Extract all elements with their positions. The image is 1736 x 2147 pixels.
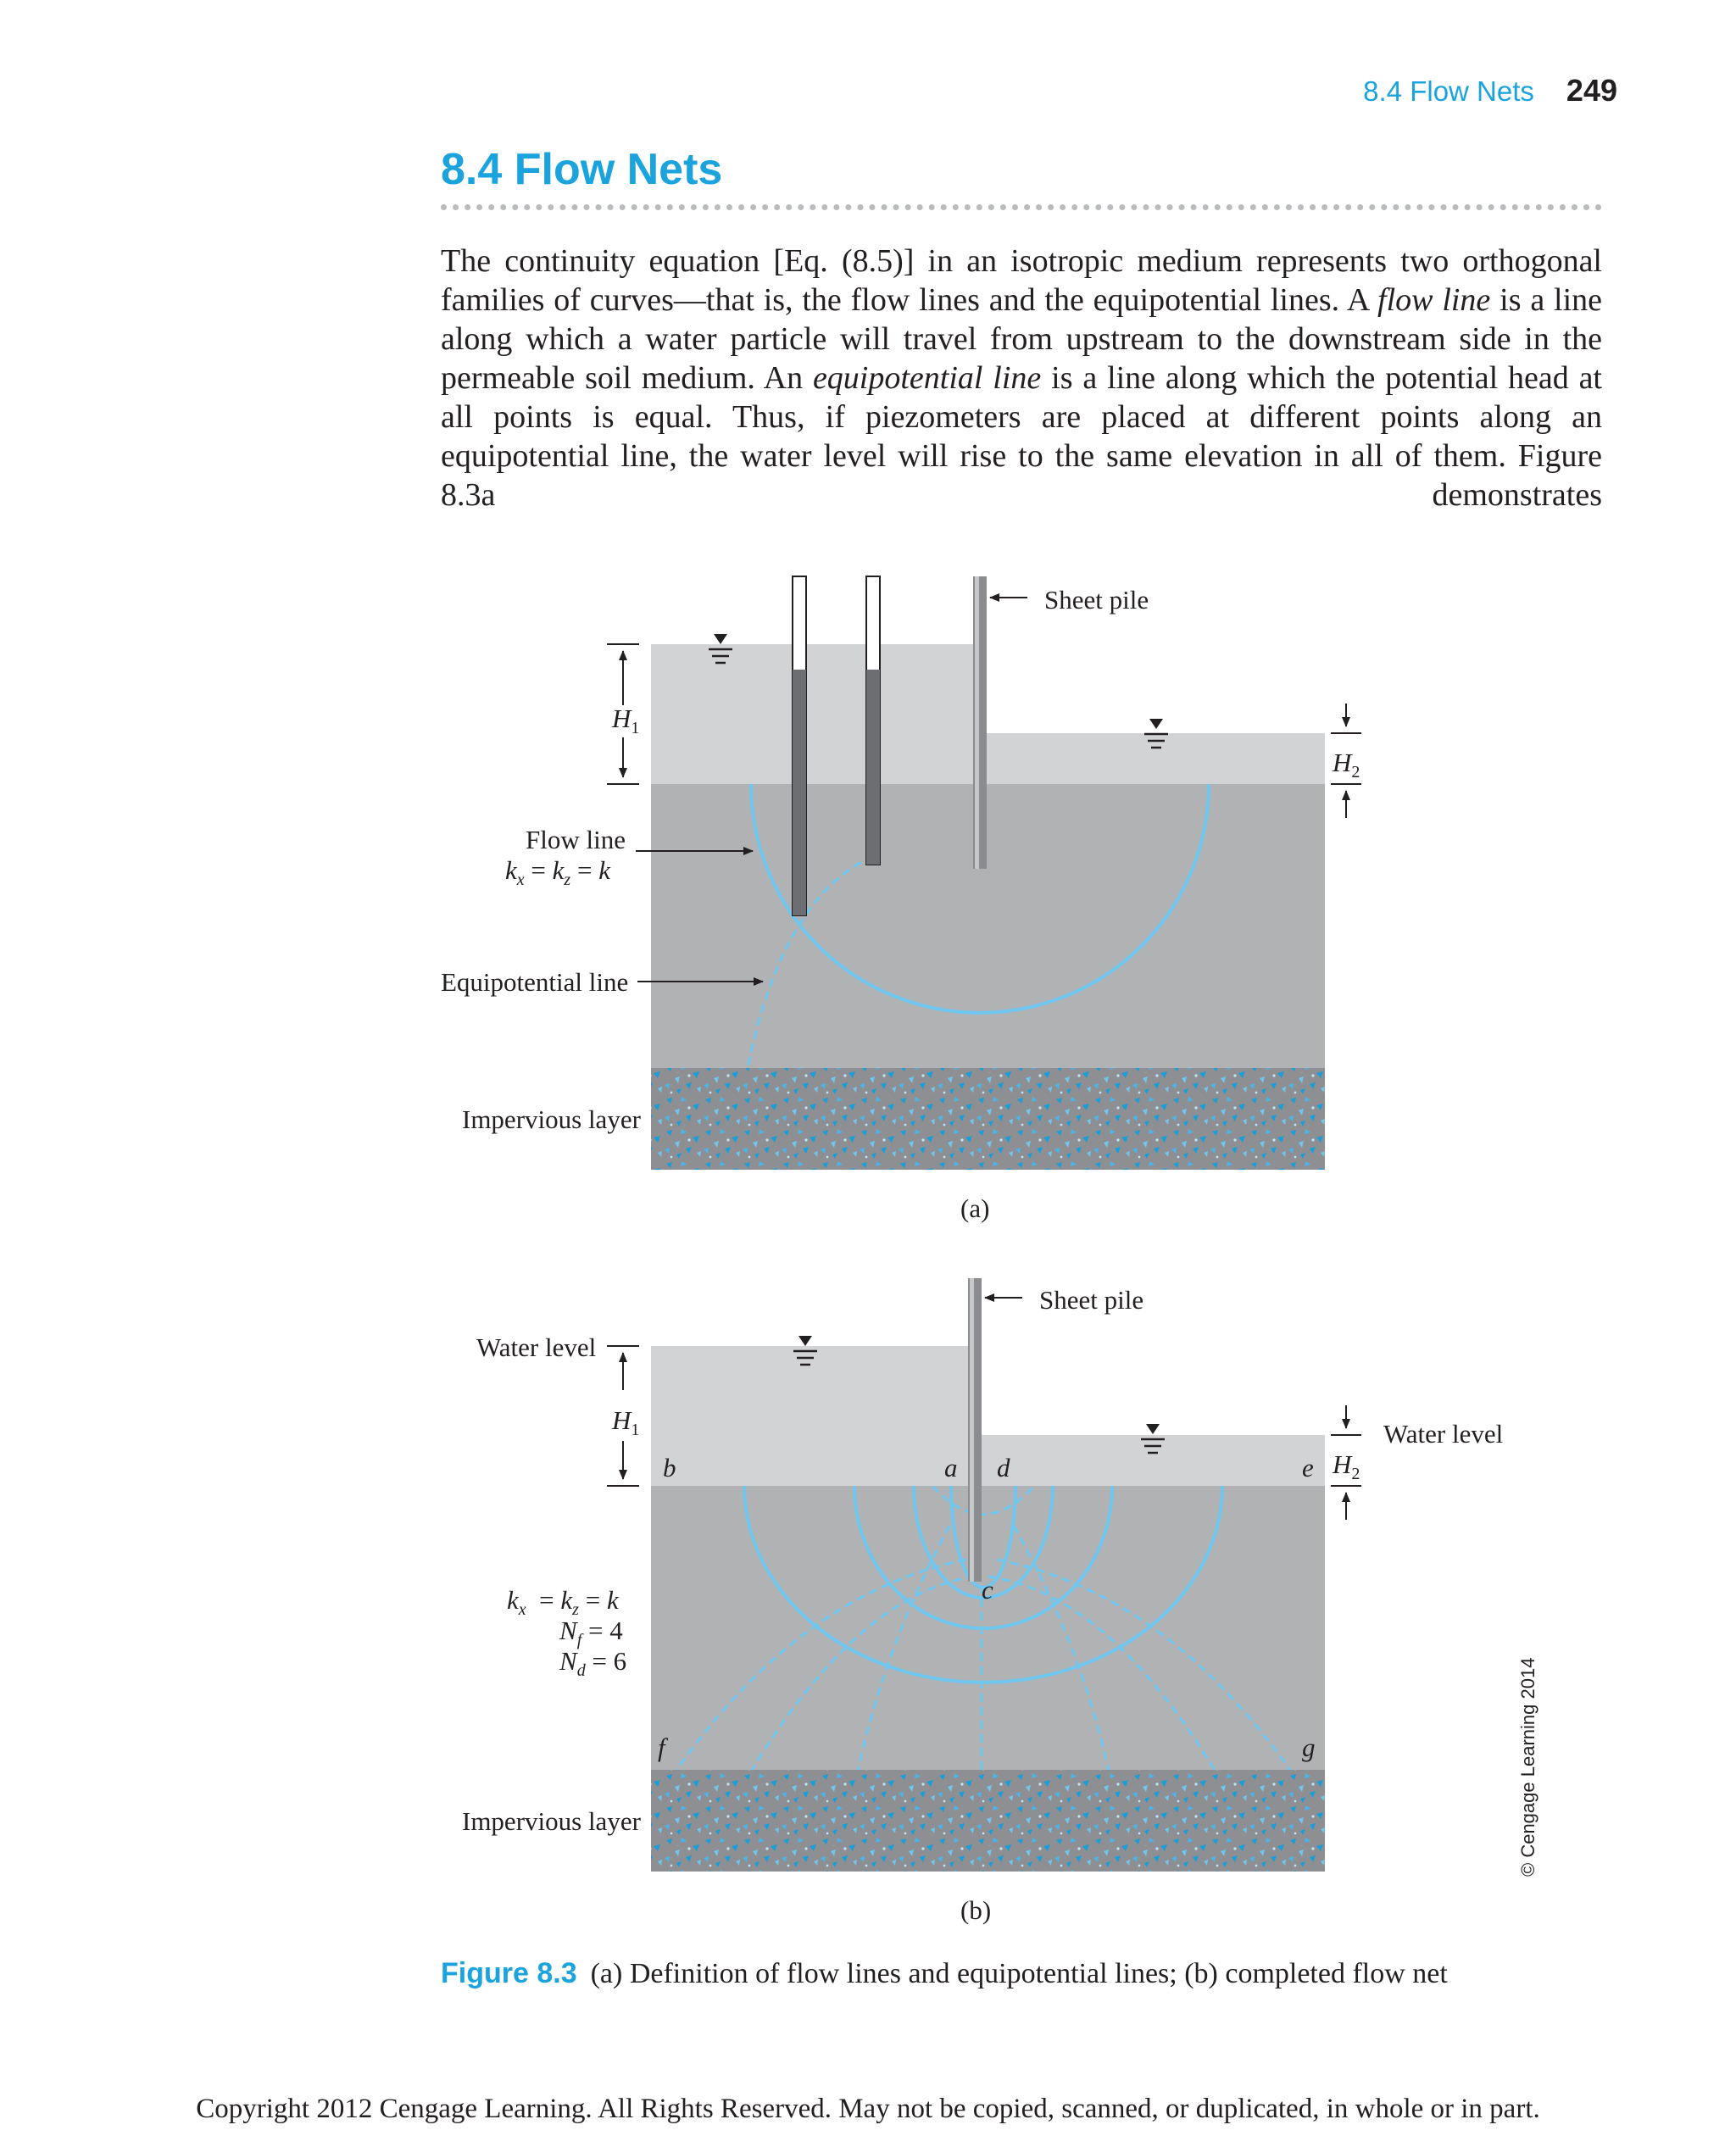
- fig-a-h2-label: [1333, 749, 1360, 781]
- fig-a-permeability-label: [505, 857, 610, 888]
- h2-subscript: 2: [1351, 763, 1360, 782]
- fig-b-sheet-pile-label: Sheet pile: [1039, 1285, 1144, 1315]
- nd-value: = 6: [585, 1646, 627, 1676]
- page-number: 249: [1566, 73, 1617, 108]
- term-flow-line: flow line: [1377, 282, 1491, 318]
- point-a-label: a: [944, 1453, 958, 1482]
- fig-a-flow-line-label: Flow line: [526, 825, 626, 854]
- fig-a-impervious-label: Impervious layer: [462, 1104, 641, 1134]
- figure-caption: [441, 1957, 1448, 1990]
- copyright-footer: Copyright 2012 Cengage Learning. All Rights Reserved. May not be copied, scanned, or duplicated, in whole or in part.: [196, 2094, 1540, 2124]
- figure-a-drawing: [607, 576, 1361, 1170]
- running-head-section: 8.4 Flow Nets: [1363, 75, 1534, 107]
- h1-symbol: H: [612, 1405, 632, 1435]
- k-symbol: k: [552, 855, 565, 885]
- fig-a-sheet-pile-label: Sheet pile: [1044, 585, 1149, 615]
- equals: =: [524, 855, 553, 885]
- k-subscript: z: [564, 870, 571, 890]
- equals: =: [570, 855, 599, 885]
- nf-value: = 4: [581, 1616, 623, 1645]
- paragraph-text: is a line along which the potential head at all points is equal. Thus, if piezometers are placed at different points along an equipotential line, the water level will rise to the same elevation in all of them. Figure 8.3a demonstrates: [441, 360, 1602, 513]
- fig-a-label: (a): [960, 1193, 990, 1223]
- figure-number: Figure 8.3: [441, 1957, 577, 1989]
- point-d-label: d: [997, 1453, 1010, 1482]
- fig-a-h1-label: [612, 705, 639, 737]
- k-subscript: x: [518, 1600, 526, 1620]
- fig-a-equipotential-label: Equipotential line: [441, 967, 629, 997]
- k-symbol: k: [598, 855, 610, 885]
- fig-b-water-level-left-label: Water level: [476, 1332, 597, 1362]
- h2-subscript: 2: [1351, 1465, 1360, 1484]
- paragraph-text: The continuity equation [Eq. (8.5)] in an isotropic medium represents two orthogonal families of curves—that is, the flow lines and the equipotential lines. A: [441, 243, 1602, 318]
- fig-b-nf-label: [559, 1617, 623, 1649]
- image-credit: © Cengage Learning 2014: [1517, 1657, 1538, 1877]
- paragraph-text: is a line along which a water particle will travel from upstream to the downstream side in the permeable soil medium. An: [441, 282, 1602, 396]
- fig-b-permeability-label: [507, 1587, 619, 1618]
- k-symbol: k: [505, 855, 517, 885]
- h1-symbol: H: [612, 704, 632, 733]
- h2-symbol: H: [1333, 1449, 1352, 1479]
- h2-symbol: H: [1333, 748, 1352, 777]
- n-symbol: N: [559, 1616, 577, 1645]
- n-subscript: f: [576, 1631, 582, 1650]
- h1-subscript: 1: [631, 719, 640, 738]
- k-symbol: k: [606, 1585, 619, 1615]
- point-g-label: g: [1302, 1733, 1316, 1762]
- h1-subscript: 1: [631, 1421, 640, 1440]
- term-equipotential-line: equipotential line: [812, 360, 1042, 396]
- n-subscript: d: [576, 1661, 586, 1681]
- equals: =: [526, 1585, 561, 1615]
- point-c-label: c: [982, 1575, 993, 1605]
- equals: =: [578, 1585, 607, 1615]
- point-e-label: e: [1302, 1453, 1314, 1482]
- fig-b-label: (b): [960, 1895, 992, 1925]
- figure-caption-text: (a) Definition of flow lines and equipotential lines; (b) completed flow net: [590, 1958, 1448, 1989]
- k-subscript: z: [572, 1600, 579, 1620]
- point-b-label: b: [663, 1453, 676, 1482]
- section-title: 8.4 Flow Nets: [441, 145, 723, 194]
- n-symbol: N: [559, 1646, 577, 1676]
- k-symbol: k: [507, 1585, 519, 1615]
- fig-b-h2-label: [1333, 1451, 1360, 1482]
- k-symbol: k: [560, 1585, 573, 1615]
- k-subscript: x: [516, 870, 525, 890]
- fig-b-nd-label: [559, 1648, 626, 1679]
- point-f-label: f: [658, 1733, 665, 1762]
- fig-b-impervious-label: Impervious layer: [462, 1806, 641, 1836]
- fig-b-water-level-right-label: Water level: [1383, 1419, 1504, 1449]
- fig-b-h1-label: [612, 1407, 639, 1438]
